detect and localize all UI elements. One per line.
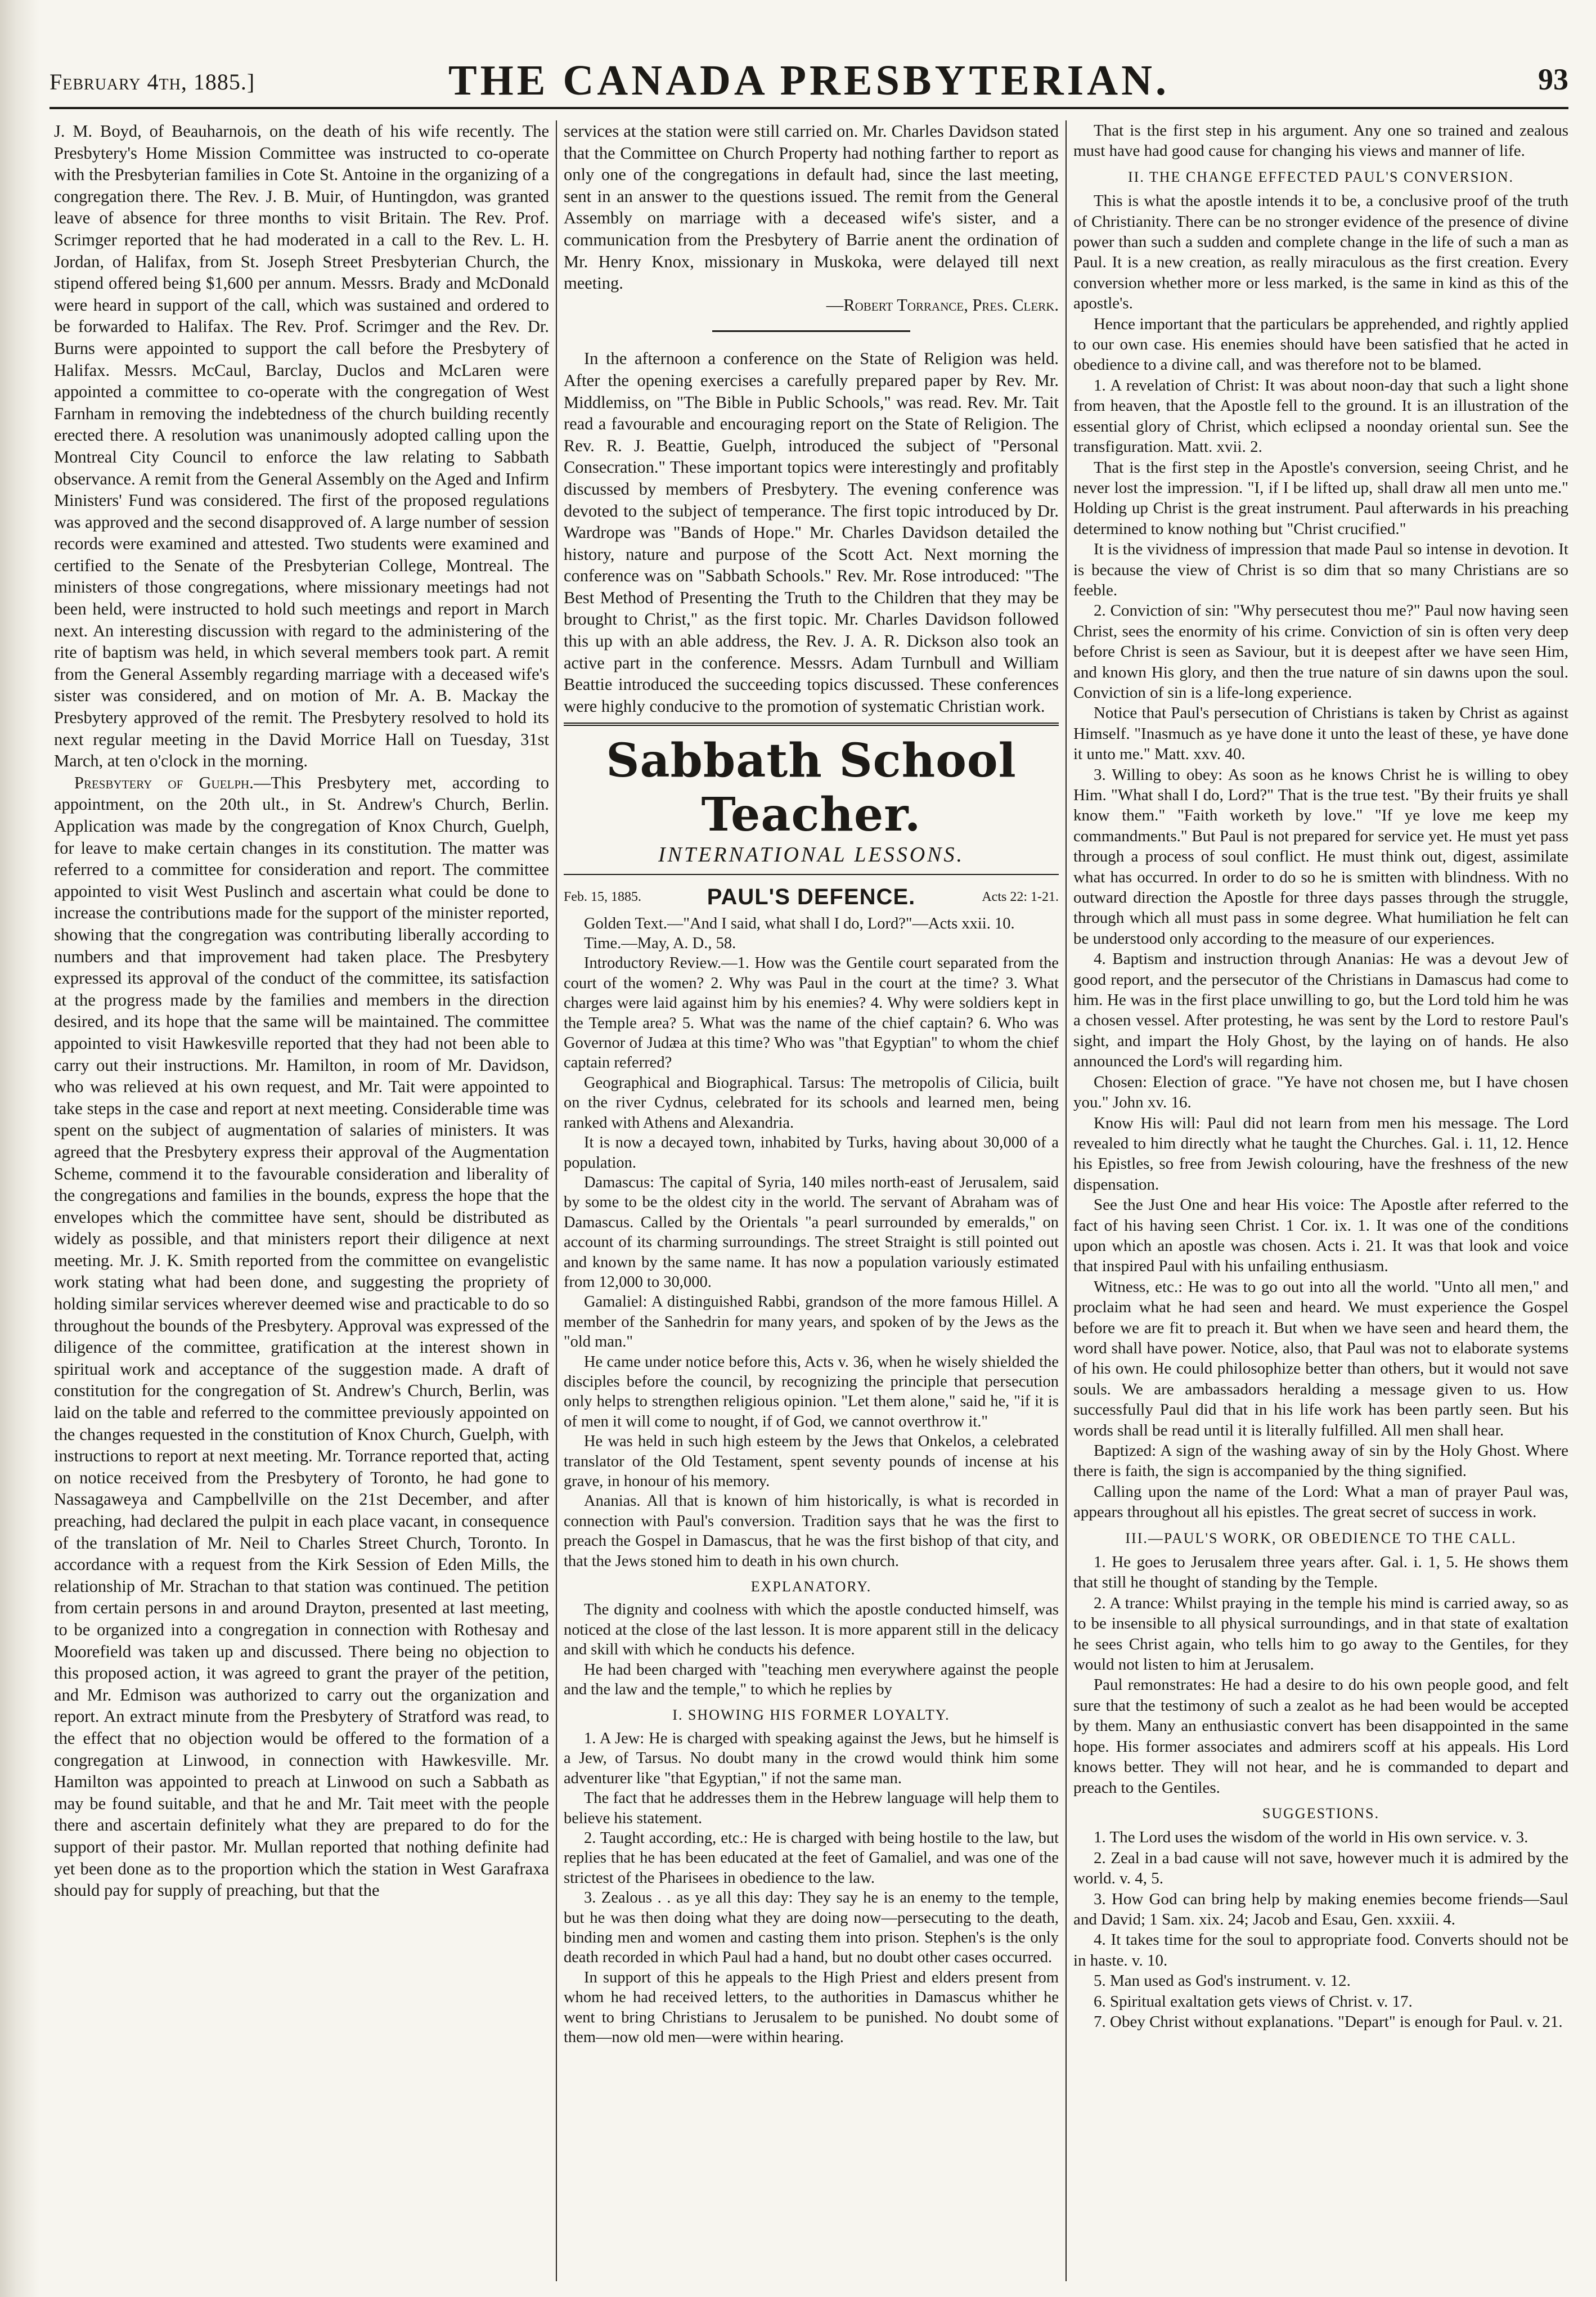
calling-upon-the-lord: Calling upon the name of the Lord: What a man of prayer Paul was, appears throughout all his epistles. The great secret of success in work. [1073,1482,1568,1522]
seeing-christ: That is the first step in the Apostle's conversion, seeing Christ, and he never lost the impression. "I, if I be lifted up, shall draw all men unto me." Holding up Christ is the great instrument. Paul afterwards in his preaching determined to know nothing but "Christ crucified." [1073,458,1568,538]
montreal-presbytery-report: J. M. Boyd, of Beauharnois, on the death of his wife recently. The Presbytery's Home Mission Committee was instructed to co-operate with the Presbyterian families in Cote St. Antoine in the organizing of a congregation there. The Rev. J. B. Muir, of Huntingdon, was granted leave of absence for three months to visit Britain. The Rev. Prof. Scrimger reported that he had moderated in a call to the Rev. L. H. Jordan, of Halifax, from St. Joseph Street Presbyterian Church, the stipend offered being $1,600 per annum. Messrs. Brady and McDonald were heard in support of the call, which was sustained and ordered to be forwarded to Halifax. The Rev. Prof. Scrimger and the Rev. Dr. Burns were appointed to support the call before the Presbytery of Halifax. Messrs. McCaul, Barclay, Duclos and McLaren were appointed a committee to co-operate with the congregation of West Farnham in removing the indebtedness of the church building recently erected there. A resolution was unanimously adopted calling upon the Montreal City Council to enforce the law relating to Sabbath observance. A remit from the General Assembly on the Aged and Infirm Ministers' Fund was considered. The first of the proposed regulations was approved and the second disapproved of. A large number of session records were examined and attested. Two students were examined and certified to the Senate of the Presbyterian College, Montreal. The ministers of those congregations, where missionary meetings had not been held, were instructed to hold such meetings and report in March next. An interesting discussion with regard to the administering of the rite of baptism was held, in which several members took part. A remit from the General Assembly regarding marriage with a deceased wife's sister was considered, and on motion of Mr. A. B. Mackay the Presbytery approved of the remit. The Presbytery resolved to hold its next regular meeting in the David Morrice Hall on Tuesday, 31st March, at ten o'clock in the morning. [54,122,549,771]
scan-binding-edge [0,0,39,2297]
guelph-report-continued: services at the station were still carried on. Mr. Charles Davidson stated that the Committee on Church Property had nothing farther to report as only one of the congregations in default had, since the last meeting, sent in an answer to the questions issued. The remit from the General Assembly on marriage with a deceased wife's sister, and a communication from the Presbytery of Barrie anent the ordination of Mr. Henry Knox, missionary in Muskoka, were delayed till next meeting. [564,122,1059,293]
section-subtitle: INTERNATIONAL LESSONS. [564,844,1059,875]
baptized: Baptized: A sign of the washing away of sin by the Holy Ghost. Where there is faith, the sign is accompanied by the thing signified. [1073,1442,1568,1481]
baptism-ananias: 4. Baptism and instruction through Ananias: He was a devout Jew of good report, and the persecutor of the Christians in Damascus had come to him. He was in the first place unwilling to go, but the Lord told him he was a chosen vessel. After protesting, he was sent by the Lord to restore Paul's sight, and impart the Holy Ghost, by the laying on of hands. He also announced the Lord's will regarding him. [1073,950,1568,1071]
conversion-heading: II. THE CHANGE EFFECTED PAUL'S CONVERSION. [1128,168,1514,185]
issue-date: February 4th, 1885.] [50,69,255,95]
lesson-body [564,914,1059,2048]
lesson-date: Feb. 15, 1885. [564,890,641,905]
geographical-tarsus: Geographical and Biographical. Tarsus: The metropolis of Cilicia, built on the river Cydnus, celebrated for its schools and learned men, being ranked with Athens and Alexandria. [564,1074,1059,1132]
suggestions-heading: SUGGESTIONS. [1262,1805,1380,1822]
sabbath-school-banner [564,723,1059,875]
know-his-will: Know His will: Paul did not learn from men his message. The Lord revealed to him directly what he taught the Churches. Gal. i. 11, 12. Hence his Epistles, so free from Jewish colouring, have the freshness of the new dispensation. [1073,1114,1568,1194]
work-heading: III.—PAUL'S WORK, OR OBEDIENCE TO THE CALL. [1125,1529,1517,1546]
chosen: Chosen: Election of grace. "Ye have not chosen me, but I have chosen you." John xv. 16. [1073,1073,1568,1112]
column-rule [1066,120,1067,2281]
a-jew: 1. A Jew: He is charged with speaking against the Jews, but he himself is a Jew, of Tarsus. No doubt many in the crowd would think him some adventurer like "that Egyptian," if not the same man. [564,1729,1059,1787]
paul-remonstrates: Paul remonstrates: He had a desire to do his own people good, and felt sure that the testimony of such a zealot as he had been would be accepted by them. Many an enthusiastic convert has been disappointed in the same hope. His former associates and admirers scoff at his appeals. His Lord knows better. They will not hear, and he is commanded to depart and preach to the Gentiles. [1073,1676,1568,1797]
clerk-signature: —Robert Torrance, Pres. Clerk. [826,295,1059,315]
guelph-presbytery-report [54,772,549,1901]
goes-to-jerusalem: 1. He goes to Jerusalem three years after. Gal. i. 1, 5. He shows them that still he thought of standing by the Temple. [1073,1553,1568,1592]
suggestion-4: 4. It takes time for the soul to appropriate food. Converts should not be in haste. v. 10. [1073,1931,1568,1970]
loyalty-heading: I. SHOWING HIS FORMER LOYALTY. [672,1707,950,1724]
lesson-heading [564,886,1059,908]
witness: Witness, etc.: He was to go out into all the world. "Unto all men," and proclaim what he had seen and heard. We must experience the Gospel before we are fit to preach it. But when we have seen and heard them, the word shall have power. Notice, also, that Paul was not to elaborate systems of his own. He could philosophize better than others, but it would not save souls. We are ambassadors heralding a message given to us. How successfully Paul did that in his life work has been partly seen. But his words shall be read until it is literally fulfilled. All men shall hear. [1073,1277,1568,1439]
zealous: 3. Zealous . . as ye all this day: They say he is an enemy to the temple, but he was then doing what they are doing now—persecuting to the death, binding men and women and casting them into prison. Stephen's is the only death recorded in which Paul had a hand, but no doubt other cases occurred. [564,1889,1059,1967]
hebrew-language: The fact that he addresses them in the Hebrew language will help them to believe his statement. [564,1789,1059,1827]
golden-text: Golden Text.—"And I said, what shall I do, Lord?"—Acts xxii. 10. [584,914,1015,932]
persecution-against-christ: Notice that Paul's persecution of Christians is taken by Christ as against Himself. "Inasmuch as ye have done it unto the least of these, ye have done it unto me." Matt. xxv. 40. [1073,704,1568,764]
lesson-title: PAUL'S DEFENCE. [707,885,916,910]
taught-according: 2. Taught according, etc.: He is charged with being hostile to the law, but replies that he has been educated at the feet of Gamaliel, and was one of the strictest of the Pharisees in obedience to the law. [564,1829,1059,1887]
conviction-of-sin: 2. Conviction of sin: "Why persecutest thou me?" Paul now having seen Christ, sees the enormity of his crime. Conviction of sin is often very deep before Christ is seen as Saviour, but it is deepest after we have seen Him, and known His glory, and then the true nature of sin dawns upon the soul. Conviction of sin is a life-long experience. [1073,602,1568,702]
column-2 [564,120,1059,2281]
explanatory-2: He had been charged with "teaching men everywhere against the people and the law and the temple," to which he replies by [564,1661,1059,1699]
suggestion-7: 7. Obey Christ without explanations. "Depart" is enough for Paul. v. 21. [1094,2012,1563,2031]
gamaliel-note-3: He was held in such high esteem by the Jews that Onkelos, a celebrated translator of the Old Testament, spent seventy pounds of incense at his grave, in honour of his memory. [564,1433,1059,1490]
state-of-religion-conference: In the afternoon a conference on the State of Religion was held. After the opening exercises a carefully prepared paper by Rev. Mr. Middlemiss, on "The Bible in Public Schools," was read. Rev. Mr. Tait read a favourable and encouraging report on the State of Religion. The Rev. R. J. Beattie, Guelph, introduced the subject of "Personal Consecration." These important topics were interestingly and profitably discussed by members of Presbytery. The evening conference was devoted to the subject of temperance. The first topic introduced by Dr. Wardrope was "Bands of Hope." Mr. Charles Davidson detailed the history, nature and purpose of the Scott Act. Next morning the conference was on "Sabbath Schools." Rev. Mr. Rose introduced: "The Best Method of Presenting the Truth to the Children that they may be brought to Christ," as the first topic. Mr. Charles Davidson followed this up with an able address, the Rev. J. A. R. Dickson also took an active part in the conference. Messrs. Adam Turnbull and William Beattie introduced the succeeding topics discussed. These conferences were highly conducive to the promotion of systematic Christian work. [564,349,1059,716]
just-one: See the Just One and hear His voice: The Apostle after referred to the fact of his having seen Christ. 1 Cor. ix. 1. It was one of the conditions upon which an apostle was chosen. Acts i. 21. It was that look and voice that inspired Paul with his unfailing enthusiasm. [1073,1196,1568,1276]
column-3 [1073,120,1568,2281]
gamaliel-note: Gamaliel: A distinguished Rabbi, grandson of the more famous Hillel. A member of the Sanhedrin for many years, and spoken of by the Jews as the "old man." [564,1293,1059,1351]
introductory-review: Introductory Review.—1. How was the Gentile court separated from the court of the women? 2. Why was Paul in the court at the time? 3. What charges were laid against him by his enemies? 4. Why were soldiers kept in the Temple area? 5. What was the name of the chief captain? 6. Who was Governor of Judæa at this time? Who was "that Egyptian" to whom the chief captain referred? [564,954,1059,1072]
guelph-body: —This Presbytery met, according to appointment, on the 20th ult., in St. Andrew's Church, Berlin. Application was made by the congregation of Knox Church, Guelph, for leave to make certain changes in its constitution. The matter was referred to a committee for consideration and report. The committee appointed to visit West Puslinch and ascertain what could be done to increase the contributions made for the support of the minister reported, showing that the congregation was contributing liberally according to numbers and that improvement had taken place. The Presbytery expressed its approval of the conduct of the committee, its satisfaction at the progress made by the families and members in the direction desired, and its hope that the same will be maintained. The committee appointed to visit Hawkesville reported that they had not been able to carry out their instructions. Mr. Hamilton, in room of Mr. Davidson, who was relieved at his own request, and Mr. Tait were appointed to take steps in the case and report at next meeting. Considerable time was spent on the subject of augmentation of salaries of ministers. It was agreed that the Presbytery express their approval of the Augmentation Scheme, commend it to the favourable consideration and liberality of the congregations and families in the bounds, express the hope that the envelopes which the committee have sent, should be distributed as widely as possible, and that ministers report their diligence at next meeting. Mr. J. K. Smith reported from the committee on evangelistic work stating what had been done, and suggesting the propriety of holding similar services wherever deemed wise and practicable to do so throughout the bounds of the Presbytery. Approval was expressed of the diligence of the committee, gratification at the interest shown in spiritual work and acceptance of the suggestion made. A draft of constitution for the congregation of St. Andrew's Church, Berlin, was laid on the table and referred to the committee previously appointed on the changes requested in the constitution of Knox Church, Guelph, with instructions to report at next meeting. Mr. Torrance reported that, acting on notice received from the Presbytery of Toronto, he had gone to Nassagaweya and Campbellville on the 21st December, and after preaching, had declared the pulpit in each place vacant, in consequence of the translation of Mr. Neil to Charles Street Church, Toronto. In accordance with a request from the Kirk Session of Eden Mills, the relationship of Mr. Strachan to that station was continued. The petition from certain persons in and around Drayton, presented at last meeting, to be organized into a congregation in connection with Rothesay and Moorefield was taken up and discussed. There being no objection to this proposed action, it was agreed to grant the prayer of the petition, and Mr. Edmison was authorized to carry out the organization and report. An extract minute from the Presbytery of Stratford was read, to the effect that no objection would be offered to the formation of a congregation at Linwood, in connection with Hawkesville. Mr. Hamilton was appointed to preach at Linwood on such a Sabbath as may be found suitable, and that he and Mr. Tait meet with the people there and ascertain definitely what they are prepared to do for the support of their pastor. Mr. Mullan reported that nothing definite had yet been done as to the proportion which the station in West Garafraxa should pay for supply of preaching, but that the [54,773,549,1900]
suggestion-3: 3. How God can bring help by making enemies become friends—Saul and David; 1 Sam. xix. 24; Jacob and Esau, Gen. xxxiii. 4. [1073,1890,1568,1928]
masthead-title: THE CANADA PRESBYTERIAN. [448,57,1170,104]
support-appeal: In support of this he appeals to the High Priest and elders present from whom he had received letters, to the authorities in Damascus whither he went to bring Christians to Jerusalem to be punished. No doubt some of them—now old men—were within hearing. [564,1968,1059,2046]
tarsus-note: It is now a decayed town, inhabited by Turks, having about 30,000 of a population. [564,1134,1059,1172]
suggestion-6: 6. Spiritual exaltation gets views of Christ. v. 17. [1094,1992,1413,2011]
ananias-note: Ananias. All that is known of him historically, is what is recorded in connection with Paul's conversion. Tradition says that he was the first to preach the Gospel in Damascus, that he was the first bishop of that city, and that the Jews stoned him to death in his own church. [564,1492,1059,1570]
willing-to-obey: 3. Willing to obey: As soon as he knows Christ he is willing to obey Him. "What shall I do, Lord?" That is the true test. "By their fruits ye shall know them." "Faith worketh by love." "If ye love me keep my commandments." But Paul is not prepared for service yet. He must yet pass through a process of soul conflict. He must think out, digest, assimilate what has occurred. In order to do so he is smitten with blindness. With no outward direction the Apostle for three days passes through the struggle, through which all must pass in some degree. What humiliation he felt can be understood only according to the measure of our experiences. [1073,765,1568,948]
explanatory-1: The dignity and coolness with which the apostle conducted himself, was noticed at the close of the last lesson. It is more apparent still in the delicacy and skill with which he conducts his defence. [564,1601,1059,1659]
suggestion-1: 1. The Lord uses the wisdom of the world in His own service. v. 3. [1094,1828,1528,1847]
particulars: Hence important that the particulars be apprehended, and rightly applied to our own case. His enemies should have been satisfied that he acted in obedience to a divine call, and was therefore not to be blamed. [1073,315,1568,374]
column-1 [54,120,549,2281]
damascus-note: Damascus: The capital of Syria, 140 miles north-east of Jerusalem, said by some to be the oldest city in the world. The servant of Abraham was of Damascus. Called by the Orientals "a pearl surrounded by emeralds," on account of its charming surroundings. The street Straight is still pointed out and known by the same name. It has now a population variously estimated from 12,000 to 30,000. [564,1173,1059,1291]
lesson-time: Time.—May, A. D., 58. [584,935,736,953]
conversion-proof: This is what the apostle intends it to be, a conclusive proof of the truth of Christianity. There can be no stronger evidence of the presence of divine power than such a sudden and complete change in the life of such a man as Paul. It is a new creation, as really miraculous as the first creation. Every conversion whether more or less marked, is the same in kind as this of the apostle's. [1073,192,1568,313]
section-title: Sabbath School Teacher. [606,734,1017,842]
page-number: 93 [1538,62,1568,96]
a-trance: 2. A trance: Whilst praying in the temple his mind is carried away, so as to be insensible to all physical surroundings, and in that state of exaltation he sees Christ again, who tells him to go away to the Gentiles, for they would not listen to him at Jerusalem. [1073,1594,1568,1674]
first-step: That is the first step in his argument. Any one so trained and zealous must have had good cause for changing his views and manner of life. [1073,122,1568,160]
column-rule [556,120,557,2281]
suggestion-2: 2. Zeal in a bad cause will not save, however much it is admired by the world. v. 4, 5. [1073,1849,1568,1888]
revelation-of-christ: 1. A revelation of Christ: It was about noon-day that such a light shone from heaven, that the Apostle fell to the ground. It is an illustration of the essential glory of Christ, which eclipsed a noonday oriental sun. See the transfiguration. Matt. xvii. 2. [1073,376,1568,456]
suggestion-5: 5. Man used as God's instrument. v. 12. [1094,1972,1351,1990]
page-header [50,34,1568,109]
explanatory-heading: EXPLANATORY. [750,1578,872,1595]
vividness: It is the vividness of impression that made Paul so intense in devotion. It is because the view of Christ is so dim that so many Christians are so feeble. [1073,540,1568,599]
section-divider [712,330,910,332]
lesson-reference: Acts 22: 1-21. [982,890,1059,905]
gamaliel-note-2: He came under notice before this, Acts v. 36, when he wisely shielded the disciples before the council, by recognizing the principle that persecution only helps to strengthen religious opinion. "Let them alone," said he, "if it is of men it will come to nought, if of God, we cannot overthrow it." [564,1353,1059,1430]
guelph-lead: Presbytery of Guelph. [74,773,254,792]
